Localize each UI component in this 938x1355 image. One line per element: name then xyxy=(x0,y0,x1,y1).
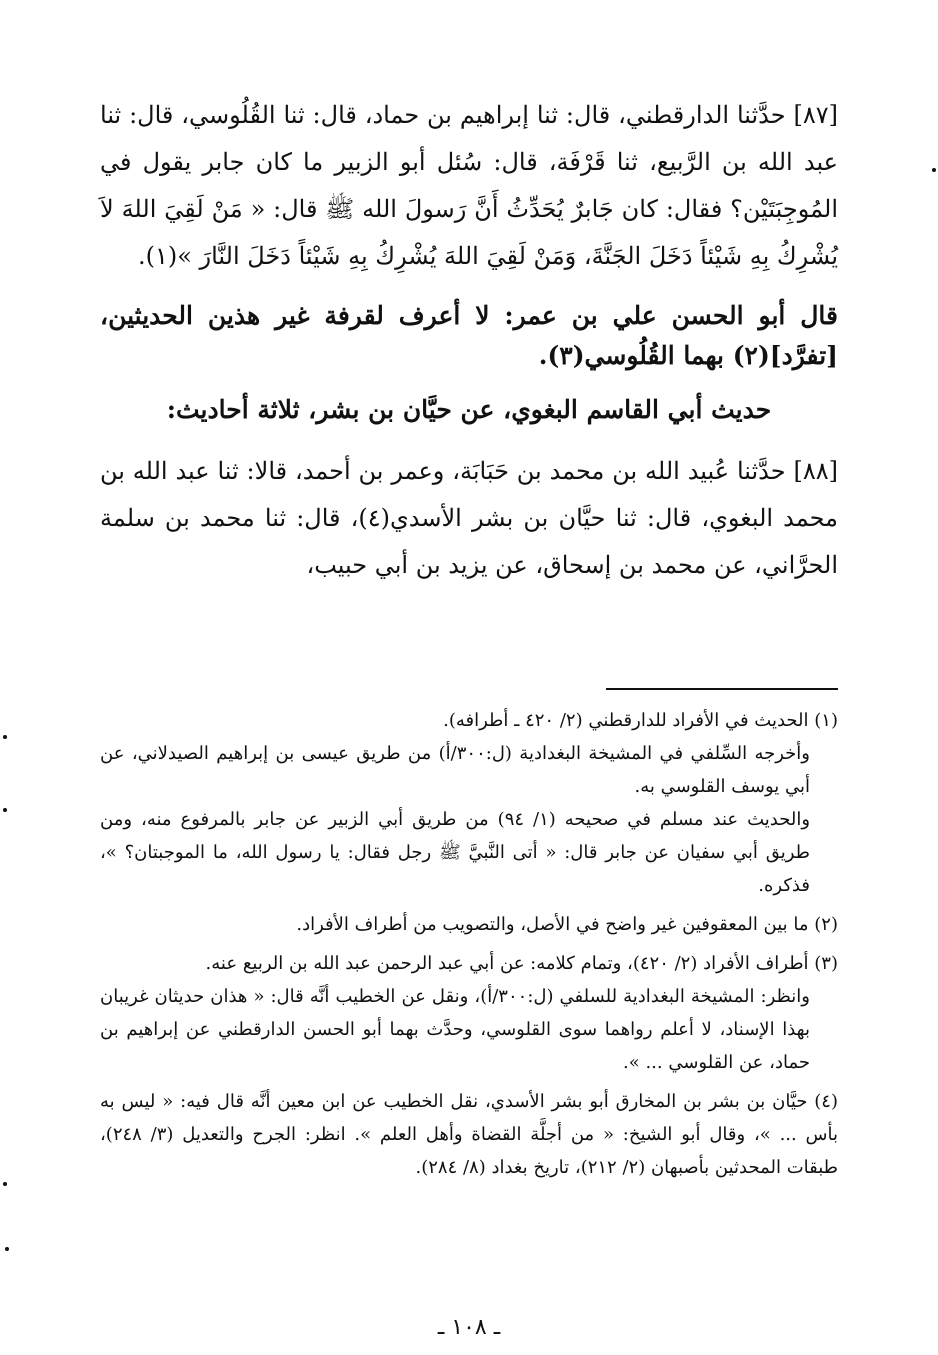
margin-dot xyxy=(932,168,936,172)
hadith-88-paragraph: [٨٨] حدَّثنا عُبيد الله بن محمد بن حَبَابَة، وعمر بن أحمد، قالا: ثنا عبد الله بن محمد البغوي، قال: ثنا حيَّان بن بشر الأسدي(٤)، قال: ثنا محمد بن سلمة الحرَّاني، عن محمد بن إسحاق، عن يزيد بن أبي حبيب، xyxy=(100,457,838,579)
footnote-separator xyxy=(606,688,838,690)
footnote-3 xyxy=(100,947,838,1079)
author-comment: قال أبو الحسن علي بن عمر: لا أعرف لقرفة غير هذين الحديثين، [تفرَّد](٢) بهما القُلُوسي(٣). xyxy=(100,301,838,370)
footnote-1-line: (١) الحديث في الأفراد للدارقطني (٢/ ٤٢٠ ـ أطرافه). xyxy=(443,710,838,731)
margin-dot xyxy=(5,1247,9,1251)
footnote-3-continuation: وانظر: المشيخة البغدادية للسلفي (ل:٣٠٠/أ)، ونقل عن الخطيب أنَّه قال: « هذان حديثان غريبان بهذا الإسناد، لا أعلم رواهما سوى القلوسي، وحدَّث بهما أبو الحسن الدارقطني عن إبراهيم بن حماد، عن القلوسي ... ». xyxy=(100,986,810,1073)
footnote-2: (٢) ما بين المعقوفين غير واضح في الأصل، والتصويب من أطراف الأفراد. xyxy=(296,914,838,935)
footnote-3-line: (٣) أطراف الأفراد (٢/ ٤٢٠)، وتمام كلامه: عن أبي عبد الرحمن عبد الله بن الربيع عنه. xyxy=(205,953,838,974)
margin-dot xyxy=(3,1182,7,1186)
page-number: ـ ١٠٨ ـ xyxy=(437,1315,501,1340)
margin-dot xyxy=(3,735,7,739)
footnote-4: (٤) حيَّان بن بشر بن المخارق أبو بشر الأسدي، نقل الخطيب عن ابن معين أنَّه قال فيه: « ليس به بأس ... »، وقال أبو الشيخ: « من أجلَّة القضاة وأهل العلم ». انظر: الجرح والتعديل (٣/ ٢٤٨)، طبقات المحدثين بأصبهان (٢/ ٢١٢)، تاريخ بغداد (٨/ ٢٨٤). xyxy=(100,1091,838,1178)
footnote-1-continuation: وأخرجه السِّلفي في المشيخة البغدادية (ل:٣٠٠/أ) من طريق عيسى بن إبراهيم الصيدلاني، عن أبي يوسف القلوسي به. xyxy=(100,743,810,797)
section-heading: حديث أبي القاسم البغوي، عن حيَّان بن بشر، ثلاثة أحاديث: xyxy=(166,395,772,424)
footnotes xyxy=(100,704,838,1190)
footnote-1 xyxy=(100,704,838,902)
hadith-87-paragraph: [٨٧] حدَّثنا الدارقطني، قال: ثنا إبراهيم بن حماد، قال: ثنا القُلُوسي، قال: ثنا عبد الله بن الرَّبيع، ثنا قَرْفَة، قال: سُئل أبو الزبير ما كان جابر يقول في المُوجِبَتَيْن؟ فقال: كان جَابرٌ يُحَدِّثُ أَنَّ رَسولَ الله ﷺ قال: « مَنْ لَقِيَ اللهَ لاَ يُشْرِكُ بِهِ شَيْئاً دَخَلَ الجَنَّةَ، وَمَنْ لَقِيَ اللهَ يُشْرِكُ بِهِ شَيْئاً دَخَلَ النَّارَ »(١). xyxy=(100,101,838,270)
main-text xyxy=(100,92,838,589)
footnote-1-continuation: والحديث عند مسلم في صحيحه (١/ ٩٤) من طريق أبي الزبير عن جابر بالمرفوع منه، ومن طريق أبي سفيان عن جابر قال: « أتى النَّبيَّ ﷺ رجل فقال: يا رسول الله، ما الموجبتان؟ »، فذكره. xyxy=(100,809,811,896)
margin-dot xyxy=(3,808,7,812)
